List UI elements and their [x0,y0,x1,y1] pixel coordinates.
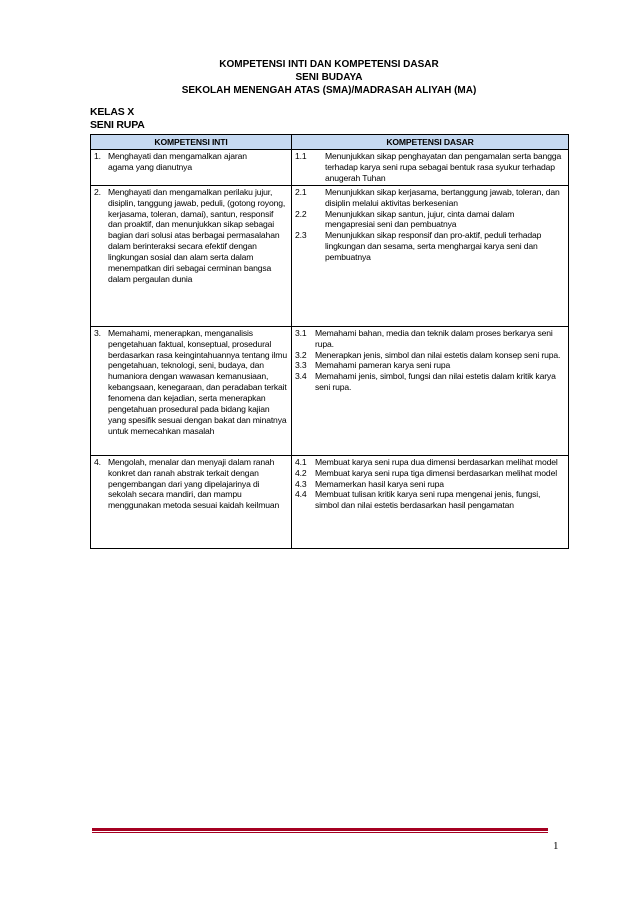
kd-item [295,468,565,479]
kd-text: Menunjukkan sikap santun, jujur, cinta damai dalam mengapresiai seni dan pembuatnya [325,208,515,230]
kd-text: Menerapkan jenis, simbol dan nilai estetis dalam konsep seni rupa. [315,349,561,360]
document-title [90,58,568,97]
kd-text: Membuat tulisan kritik karya seni rupa mengenai jenis, fungsi, simbol dan nilai estetis berdasarkan hasil pengamatan [315,489,541,511]
header-kompetensi-inti: KOMPETENSI INTI [91,135,292,150]
competency-table [90,134,569,549]
kd-cell [292,326,569,455]
ki-cell [91,326,292,455]
kd-item [295,230,565,263]
table-row [91,185,569,326]
ki-number: 3. [94,327,101,338]
page-number: 1 [553,840,559,852]
kd-number: 3.2 [295,349,307,360]
kd-number: 2.1 [295,186,307,197]
kd-number: 3.3 [295,360,307,371]
ki-number: 1. [94,151,101,161]
kd-number: 3.1 [295,327,307,338]
footer-divider [92,828,548,831]
kd-text: Memahami jenis, simbol, fungsi dan nilai estetis dalam kritik karya seni rupa. [315,371,556,393]
table-row [91,326,569,455]
ki-text: Memahami, menerapkan, menganalisis pengetahuan faktual, konseptual, prosedural berdasarkan rasa keingintahuannya tentang ilmu pengetahuan, teknologi, seni, budaya, dan humaniora dengan wawasan kemanusiaan, kebangsaan, kenegaraan, dan peradaban terkait fenomena dan kejadian, serta menerapkan pengetahuan prosedural pada bidang kajian yang spesifik sesuai dengan bakat dan minatnya untuk memecahkan masalah [108,327,287,436]
section-heading [90,106,145,132]
footer-divider-thin [92,832,548,833]
kd-item [295,151,565,184]
kd-item [295,187,565,209]
ki-text: Mengolah, menalar dan menyaji dalam ranah konkret dan ranah abstrak terkait dengan pengembangan dari yang dipelajarinya di sekolah secara mandiri, dan mampu menggunakan metoda sesuai kaidah keilmuan [108,456,280,511]
kd-text: Menunjukkan sikap responsif dan pro-aktif, peduli terhadap lingkungan dan sesama, serta menghargai karya seni dan pembuatnya [325,230,542,263]
table-row [91,150,569,186]
kd-cell [292,150,569,186]
kd-number: 4.2 [295,467,307,478]
kd-text: Menunjukkan sikap penghayatan dan pengamalan serta bangga terhadap karya seni rupa sebagai bentuk rasa syukur terhadap anugerah Tuhan [325,151,562,183]
kelas-label: KELAS X [90,106,135,118]
kd-item [295,209,565,231]
kd-text: Membuat karya seni rupa dua dimensi berdasarkan melihat model [315,456,558,467]
table-row [91,455,569,548]
kd-text: Memamerkan hasil karya seni rupa [315,478,444,489]
kd-item [295,371,565,393]
ki-text: Menghayati dan mengamalkan ajaran agama yang dianutnya [108,151,247,172]
title-line-2: SENI BUDAYA [295,72,363,83]
kd-item [295,479,565,490]
ki-cell [91,185,292,326]
ki-number: 2. [94,186,101,197]
kd-text: Membuat karya seni rupa tiga dimensi berdasarkan melihat model [315,467,557,478]
kd-item [295,328,565,350]
kd-number: 1.1 [295,151,307,161]
kd-number: 4.1 [295,456,307,467]
ki-text: Menghayati dan mengamalkan perilaku jujur, disiplin, tanggung jawab, peduli, (gotong royong, kerjasama, toleran, damai), santun, responsif dan proaktif, dan menunjukkan sikap sebagai bagian dari solusi atas berbagai permasalahan dalam berinteraksi secara efektif dengan lingkungan sosial dan alam serta dalam menempatkan diri sebagai cerminan bangsa dalam pergaulan dunia [108,186,286,284]
kd-item [295,360,565,371]
kd-cell [292,185,569,326]
kd-text: Memahami pameran karya seni rupa [315,360,451,371]
ki-number: 4. [94,456,101,467]
kd-item [295,489,565,511]
kd-number: 2.2 [295,208,307,219]
kd-number: 2.3 [295,230,307,241]
kd-text: Menunjukkan sikap kerjasama, bertanggung jawab, toleran, dan disiplin melalui aktivitas berkesenian [325,186,560,208]
kd-item [295,350,565,361]
kd-number: 3.4 [295,371,307,382]
title-line-1: KOMPETENSI INTI DAN KOMPETENSI DASAR [219,59,439,70]
kd-text: Memahami bahan, media dan teknik dalam proses berkarya seni rupa. [315,327,553,349]
kd-number: 4.3 [295,478,307,489]
kd-cell [292,455,569,548]
kd-item [295,457,565,468]
ki-cell [91,150,292,186]
title-line-3: SEKOLAH MENENGAH ATAS (SMA)/MADRASAH ALIYAH (MA) [181,85,477,96]
header-kompetensi-dasar: KOMPETENSI DASAR [292,135,569,150]
kd-number: 4.4 [295,489,307,500]
table-header-row [91,135,569,150]
ki-cell [91,455,292,548]
subject-label: SENI RUPA [90,119,145,131]
